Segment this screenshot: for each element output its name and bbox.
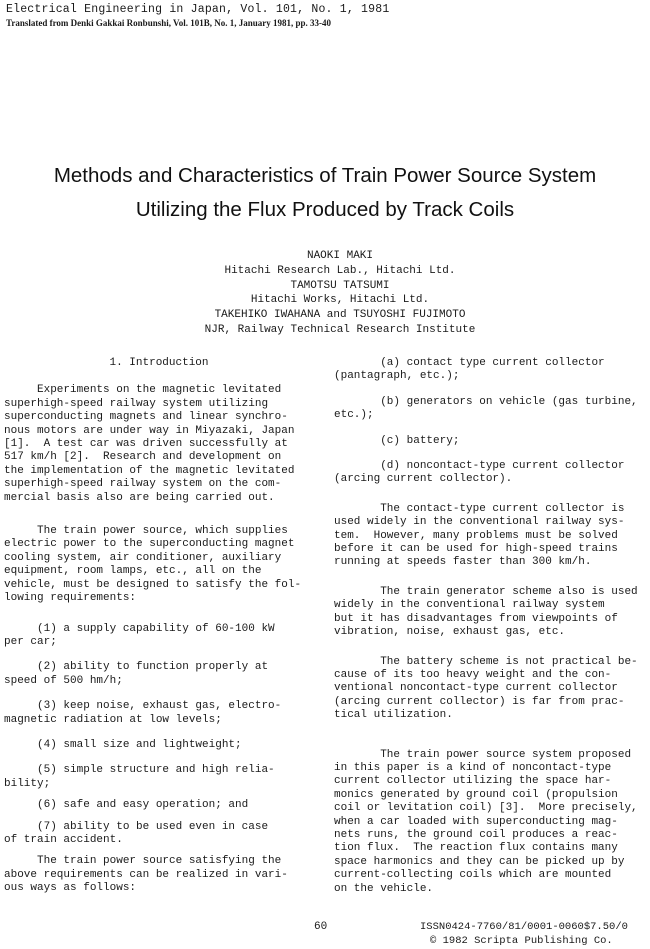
text-line: superhigh-speed railway system on the com- — [4, 478, 282, 491]
page-number: 60 — [314, 921, 328, 933]
text-line: the implementation of the magnetic levitated — [4, 464, 295, 477]
paragraph — [4, 821, 306, 848]
translation-source: Translated from Denki Gakkai Ronbunshi, Vol. 101B, No. 1, January 1981, pp. 33-40 — [6, 18, 331, 28]
text-line: used widely in the conventional railway sys- — [334, 516, 625, 529]
text-line: etc.); — [334, 409, 374, 422]
text-line: nous motors are under way in Miyazaki, Japan — [4, 424, 295, 437]
paragraph — [334, 357, 646, 384]
text-line: but it has disadvantages from viewpoints of — [334, 612, 618, 625]
issn: ISSN0424-7760/81/0001-0060$7.50/0 — [420, 921, 628, 933]
paragraph — [4, 525, 306, 605]
text-line: The battery scheme is not practical be- — [334, 655, 638, 668]
paragraph — [4, 384, 306, 505]
text-line: above requirements can be realized in vari- — [4, 868, 288, 881]
text-line: (3) keep noise, exhaust gas, electro- — [4, 700, 282, 713]
text-line: tion flux. The reaction flux contains many — [334, 842, 618, 855]
text-line: cause of its too heavy weight and the con- — [334, 668, 612, 681]
paragraph — [4, 764, 306, 791]
paragraph — [4, 739, 306, 752]
text-line: (d) noncontact-type current collector — [334, 460, 625, 473]
text-line: vehicle, must be designed to satisfy the fol- — [4, 578, 302, 591]
author-line: TAKEHIKO IWAHANA and TSUYOSHI FUJIMOTO — [214, 309, 466, 322]
text-line: (a) contact type current collector — [334, 357, 605, 369]
text-line: (7) ability to be used even in case — [4, 820, 269, 833]
text-line: electric power to the superconducting magnet — [4, 538, 295, 551]
text-line: (1) a supply capability of 60-100 kW — [4, 622, 275, 635]
text-line: 517 km/h [2]. Research and development on — [4, 451, 282, 464]
text-line: Experiments on the magnetic levitated — [4, 384, 282, 397]
right-column — [334, 357, 646, 896]
text-line: per car; — [4, 635, 57, 648]
text-line: space harmonics and they can be picked up by — [334, 855, 625, 868]
left-column — [4, 357, 306, 896]
text-line: current-collecting coils which are mounted — [334, 869, 612, 882]
text-line: cooling system, air conditioner, auxiliary — [4, 551, 282, 564]
paragraph — [4, 661, 306, 688]
text-line: current collector utilizing the space har- — [334, 775, 612, 788]
text-line: [1]. A test car was driven successfully at — [4, 438, 288, 451]
text-line: (arcing current collector) is far from prac- — [334, 695, 625, 708]
text-line: in this paper is a kind of noncontact-type — [334, 761, 612, 774]
text-line: speed of 500 hm/h; — [4, 674, 123, 687]
text-line: mercial basis also are being carried out. — [4, 491, 275, 504]
text-line: when a car loaded with superconducting mag- — [334, 815, 618, 828]
paragraph — [4, 700, 306, 727]
text-line: The train power source system proposed — [334, 748, 632, 761]
text-line: (pantagraph, etc.); — [334, 370, 460, 383]
paragraph — [334, 435, 646, 448]
text-line: (b) generators on vehicle (gas turbine, — [334, 395, 638, 408]
text-line: coil or levitation coil) [3]. More precisely, — [334, 802, 638, 815]
text-line: magnetic radiation at low levels; — [4, 713, 222, 726]
text-line: The train power source satisfying the — [4, 855, 282, 868]
paragraph — [4, 623, 306, 650]
author-line: NJR, Railway Technical Research Institute — [204, 323, 476, 336]
text-line: widely in the conventional railway system — [334, 599, 605, 612]
text-line: (4) small size and lightweight; — [4, 738, 242, 751]
text-line: The contact-type current collector is — [334, 502, 625, 515]
paragraph — [4, 799, 306, 812]
text-line: (2) ability to function properly at — [4, 661, 269, 674]
text-line: lowing requirements: — [4, 592, 137, 605]
text-line: (5) simple structure and high relia- — [4, 764, 275, 777]
text-line: equipment, room lamps, etc., all on the — [4, 565, 262, 578]
text-line: superconducting magnets and linear synchro- — [4, 411, 288, 424]
author-line: NAOKI MAKI — [306, 250, 373, 262]
paper-title-line-2: Utilizing the Flux Produced by Track Coils — [135, 198, 515, 221]
text-line: tem. However, many problems must be solved — [334, 529, 618, 542]
paragraph — [334, 460, 646, 487]
journal-citation: Electrical Engineering in Japan, Vol. 101, No. 1, 1981 — [6, 3, 390, 16]
text-line: of train accident. — [4, 833, 123, 846]
text-line: ous ways as follows: — [4, 882, 137, 895]
copyright: © 1982 Scripta Publishing Co. — [430, 935, 613, 947]
paragraph — [4, 855, 306, 895]
text-line: (c) battery; — [334, 434, 460, 447]
text-line: nets runs, the ground coil produces a reac- — [334, 828, 618, 841]
text-line: monics generated by ground coil (propulsion — [334, 788, 618, 801]
text-line: The train power source, which supplies — [4, 525, 288, 538]
author-line: Hitachi Works, Hitachi Ltd. — [250, 294, 430, 307]
author-line: Hitachi Research Lab., Hitachi Ltd. — [224, 264, 456, 277]
text-line: (arcing current collector). — [334, 473, 513, 486]
paragraph — [334, 749, 646, 896]
author-line: TAMOTSU TATSUMI — [290, 279, 390, 292]
text-line: superhigh-speed railway system utilizing — [4, 397, 269, 410]
paragraph — [334, 396, 646, 423]
author-block — [120, 249, 560, 338]
paragraph — [334, 656, 646, 723]
paragraph — [334, 586, 646, 640]
text-line: bility; — [4, 777, 51, 790]
paragraph — [334, 503, 646, 570]
section-heading: 1. Introduction — [109, 357, 209, 369]
text-line: vibration, noise, exhaust gas, etc. — [334, 626, 566, 639]
text-line: (6) safe and easy operation; and — [4, 799, 249, 812]
paper-title-line-1: Methods and Characteristics of Train Power Source System — [53, 164, 597, 187]
text-line: ventional noncontact-type current collector — [334, 682, 618, 695]
text-line: running at speeds faster than 300 km/h. — [334, 556, 592, 569]
text-line: before it can be used for high-speed trains — [334, 543, 618, 556]
text-line: The train generator scheme also is used — [334, 585, 638, 598]
text-line: on the vehicle. — [334, 882, 434, 895]
text-line: tical utilization. — [334, 709, 453, 722]
